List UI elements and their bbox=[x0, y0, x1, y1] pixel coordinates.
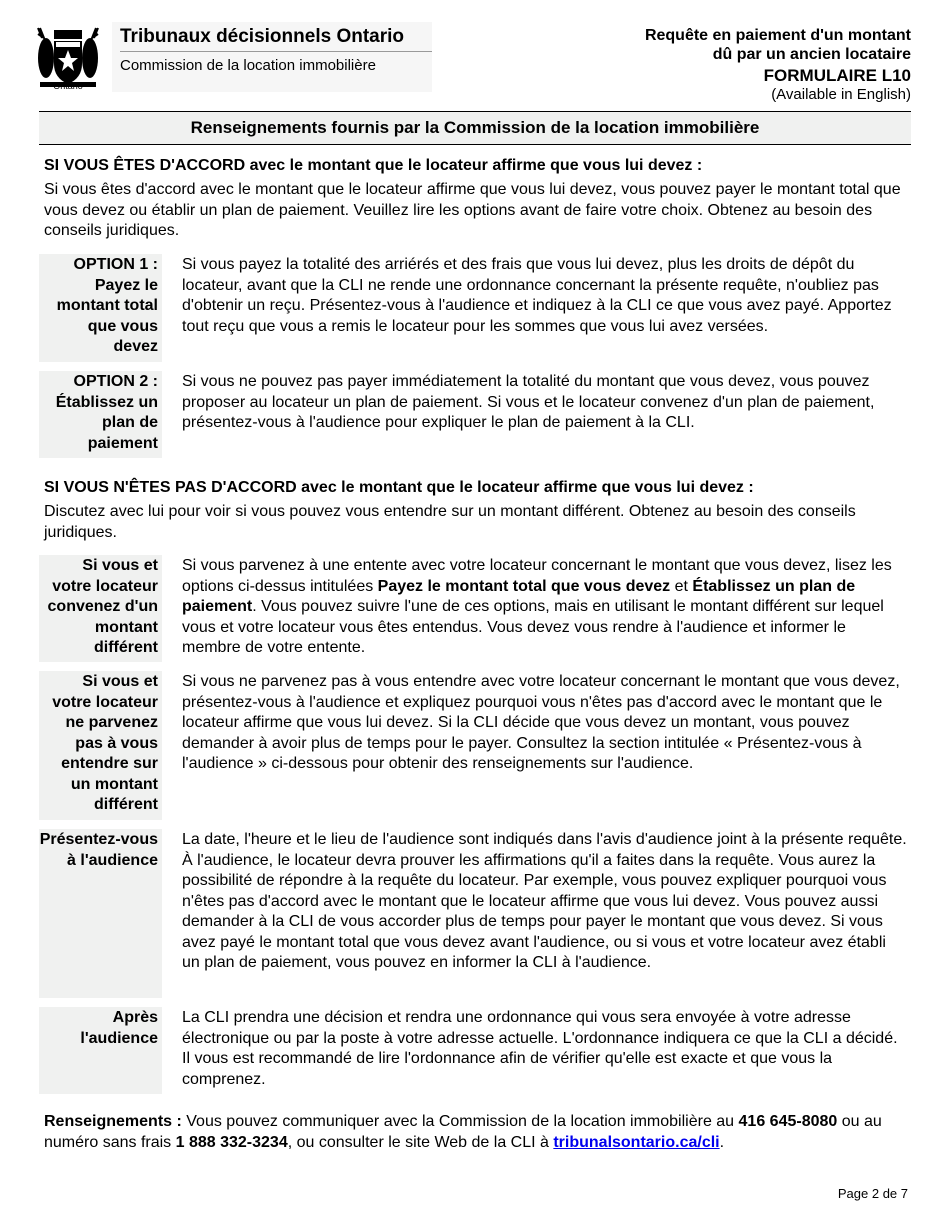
text-part: . bbox=[719, 1134, 725, 1151]
after-hearing-text: La CLI prendra une décision et rendra une ordonnance qui vous sera envoyée à votre adresse électronique ou par la poste à votre adresse actuelle. L'ordonnance indiquera ce que la CLI a décidé. Il vous est recommandé de lire l'ordonnance afin de vérifier qu'elle est exacte et que vous la comprenez. bbox=[182, 1009, 898, 1088]
text-part: Si vous parvenez à une entente avec votre locateur concernant le montant que vous devez, lisez les options ci-dessus intitulées bbox=[182, 557, 892, 595]
agree-different-amount-label: Si vous et votre locateur convenez d'un montant différent bbox=[39, 555, 162, 662]
disagree-intro: Discutez avec lui pour voir si vous pouvez vous entendre sur un montant différent. Obtenez au besoin des conseils juridiques. bbox=[44, 503, 856, 541]
page-number: Page 2 de 7 bbox=[837, 1186, 908, 1201]
option-2-text: Si vous ne pouvez pas payer immédiatement la totalité du montant que vous devez, vous pouvez proposer au locateur un plan de paiement. Si vous et le locateur convenez d'un plan de paiement, présentez-vous à l'audience pour expliquer le plan de paiement à la CLI. bbox=[182, 373, 875, 431]
form-title-line-2: dû par un ancien locataire bbox=[712, 46, 911, 63]
available-in-english: (Available in English) bbox=[771, 86, 911, 103]
option-1-label: OPTION 1 : Payez le montant total que vous devez bbox=[39, 254, 162, 362]
logo-caption: Ontario bbox=[53, 81, 83, 91]
option-1-reference: Payez le montant total que vous devez bbox=[377, 577, 671, 595]
agree-heading: SI VOUS ÊTES D'ACCORD avec le montant que le locateur affirme que vous lui devez : bbox=[44, 157, 703, 174]
option-1-row bbox=[39, 254, 911, 362]
text-part: ou au numéro sans frais bbox=[44, 1113, 882, 1151]
board-name: Commission de la location immobilière bbox=[120, 57, 376, 74]
agree-intro: Si vous êtes d'accord avec le montant que le locateur affirme que vous lui devez, vous pouvez payer le montant total que vous devez ou établir un plan de paiement. Veuillez lire les options avant de faire votre choix. Obtenez au besoin des conseils juridiques. bbox=[44, 181, 901, 239]
attend-hearing-label: Présentez-vous à l'audience bbox=[39, 829, 162, 998]
option-2-label: OPTION 2 : Établissez un plan de paiement bbox=[39, 371, 162, 458]
after-hearing-row bbox=[39, 1007, 911, 1094]
phone-tollfree: 1 888 332-3234 bbox=[175, 1134, 288, 1151]
website-link[interactable]: tribunalsontario.ca/cli bbox=[553, 1134, 720, 1151]
after-hearing-label: Après l'audience bbox=[39, 1007, 162, 1094]
tribunal-name: Tribunaux décisionnels Ontario bbox=[120, 26, 404, 47]
no-agreement-text: Si vous ne parvenez pas à vous entendre avec votre locateur concernant le montant que vous devez, présentez-vous à l'audience et expliquez pourquoi vous n'êtes pas d'accord avec le montant que le locateur affirme que vous lui devez. Si la CLI décide que vous devez un montant, vous pouvez demander à avoir plus de temps pour le payer. Consultez la section intitulée « Présentez-vous à l'audience » ci-dessous pour obtenir des renseignements sur l'audience. bbox=[182, 673, 900, 772]
phone-local: 416 645-8080 bbox=[738, 1113, 838, 1130]
text-part: et bbox=[670, 577, 693, 595]
no-agreement-label: Si vous et votre locateur ne parvenez pas à vous entendre sur un montant différent bbox=[39, 671, 162, 820]
agree-different-amount-text bbox=[182, 556, 908, 659]
text-part: Vous pouvez communiquer avec la Commission de la location immobilière au bbox=[181, 1113, 739, 1130]
tribunal-title-block bbox=[112, 22, 432, 92]
form-title-line-1: Requête en paiement d'un montant bbox=[644, 27, 911, 44]
option-2-row bbox=[39, 371, 911, 458]
form-title bbox=[645, 26, 911, 64]
option-1-text: Si vous payez la totalité des arriérés et des frais que vous lui devez, plus les droits de dépôt du locateur, avant que la CLI ne rende une ordonnance concernant la présente requête, n'oubliez pas d'obtenir un reçu. Présentez-vous à l'audience et indiquez à la CLI ce que vous avez payé. Apportez tout reçu que vous a remis le locateur pour les sommes que vous lui avez versées. bbox=[182, 256, 892, 335]
agree-different-amount-row bbox=[39, 555, 911, 662]
title-divider bbox=[120, 51, 432, 52]
contact-information bbox=[44, 1111, 910, 1153]
form-code: FORMULAIRE L10 bbox=[763, 66, 911, 85]
attend-hearing-text: La date, l'heure et le lieu de l'audience sont indiqués dans l'avis d'audience joint à la présente requête. À l'audience, le locateur devra prouver les affirmations qu'il a faites dans la requête. Vous aurez la possibilité de répondre à la requête du locateur. Par exemple, vous pouvez expliquer pourquoi vous n'êtes pas d'accord avec le montant que le locateur affirme que vous lui devez. Vous pouvez aussi demander à la CLI de vous accorder plus de temps pour payer le montant que vous devez. Si vous avez payé le montant total que vous devez avant l'audience, ou si vous et votre locateur avez établi un plan de paiement, vous pouvez en informer la CLI à l'audience. bbox=[182, 831, 907, 971]
text-part: , ou consulter le site Web de la CLI à bbox=[287, 1134, 554, 1151]
section-banner: Renseignements fournis par la Commission de la location immobilière bbox=[39, 111, 911, 145]
text-part: . Vous pouvez suivre l'une de ces options, mais en utilisant le montant différent sur lequel vous et votre locateur vous êtes entendus. Vous devez vous rendre à l'audience et informer le membre de votre entente. bbox=[182, 598, 884, 656]
disagree-heading: SI VOUS N'ÊTES PAS D'ACCORD avec le montant que le locateur affirme que vous lui devez : bbox=[44, 479, 754, 496]
attend-hearing-row bbox=[39, 829, 911, 998]
option-2-reference: Établissez un plan de paiement bbox=[182, 577, 856, 615]
info-label: Renseignements : bbox=[44, 1113, 182, 1130]
no-agreement-row bbox=[39, 671, 911, 820]
